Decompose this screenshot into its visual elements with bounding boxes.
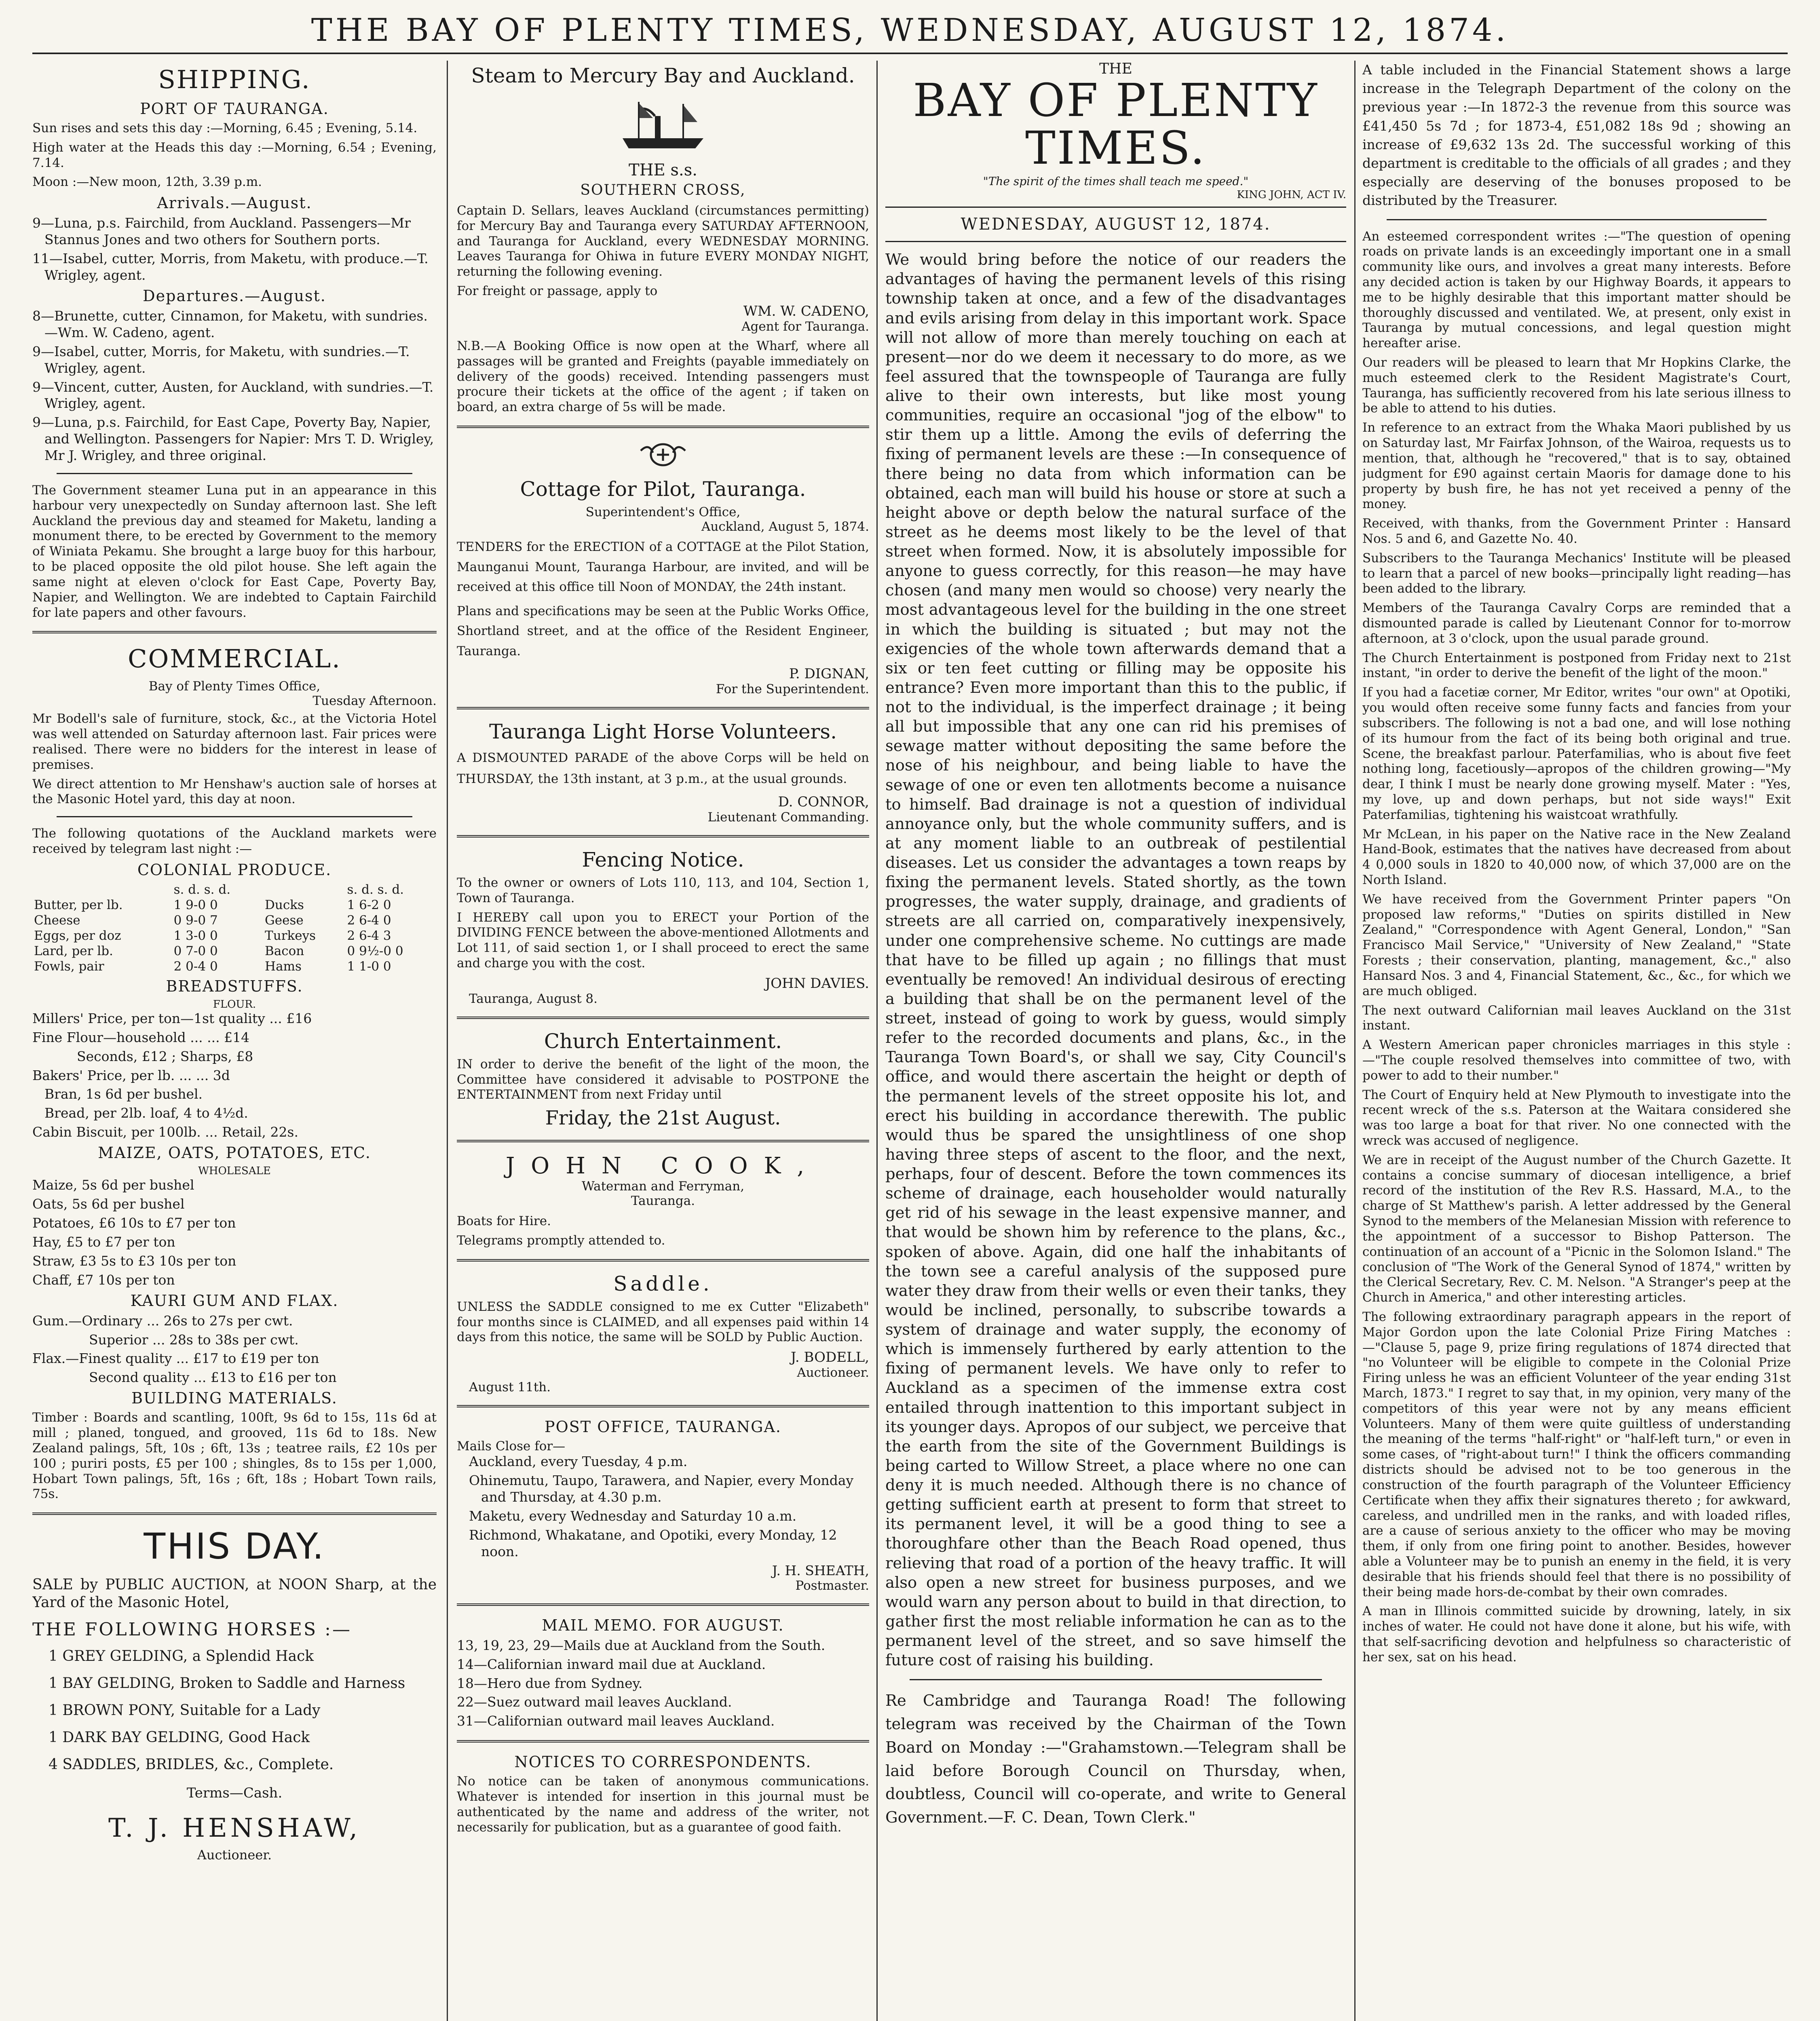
saddle-date: August 11th. (469, 1380, 551, 1395)
column-1 (32, 61, 437, 2021)
arrival-item: 11—Isabel, cutter, Morris, from Maketu, with produce.—T. Wrigley, agent. (32, 251, 429, 283)
table-cell: Butter, per lb. (34, 897, 123, 912)
commercial-office: Bay of Plenty Times Office, (148, 679, 321, 694)
shipping-moon: Moon :—New moon, 12th, 3.39 p.m. (32, 175, 262, 190)
steam-body: Captain D. Sellars, leaves Auckland (circumstances permitting) for Mercury Bay and Tauranga every SATURDAY AFTERNOON, and Tauranga for Auckland, every WEDNESDAY MORNING. Leaves Tauranga for Ohiwa in future EVERY MONDAY NIGHT, returning the following evening. (457, 203, 869, 279)
divider (910, 1679, 1322, 1680)
flour-line: Fine Flour—household ... ... £14 (32, 1029, 250, 1045)
cottage-name: P. DIGNAN, (789, 665, 869, 682)
kauri-line: Gum.—Ordinary ... 26s to 27s per cwt. (32, 1312, 293, 1329)
shipping-tide: High water at the Heads this day :—Morning, 6.54 ; Evening, 7.14. (32, 140, 437, 170)
auction-item: 4 SADDLES, BRIDLES, &c., Complete. (49, 1756, 334, 1773)
maize-line: Maize, 5s 6d per bushel (32, 1177, 194, 1193)
commercial-p2: We direct attention to Mr Henshaw's auction sale of horses at the Masonic Hotel yard, this day at noon. (32, 776, 437, 807)
departure-item: 9—Isabel, cutter, Morris, for Maketu, with sundries.—T. Wrigley, agent. (32, 343, 410, 376)
church-body: IN order to derive the benefit of the light of the moon, the Committee have considered it advisable to POSTPONE the ENTERTAINMENT from next Friday until (457, 1057, 869, 1102)
church-date: Friday, the 21st August. (545, 1107, 781, 1130)
kauri-line: Second quality ... £13 to £16 per ton (89, 1369, 337, 1386)
news-item: Our readers will be pleased to learn that Mr Hopkins Clarke, the much esteemed clerk to the Resident Magistrate's Court, Tauranga, has sufficiently recovered from his late serious illness to be able to attend to his duties. (1362, 355, 1791, 416)
table-row (32, 943, 437, 959)
divider (885, 241, 1346, 242)
wholesale-heading: WHOLESALE (198, 1165, 271, 1177)
port-heading: PORT OF TAURANGA. (140, 100, 329, 118)
lighthorse-name: D. CONNOR, (778, 793, 869, 810)
arrivals-heading: Arrivals.—August. (157, 194, 312, 212)
saddle-name: J. BODELL, (790, 1349, 869, 1366)
breadstuffs-heading: BREADSTUFFS. (166, 977, 303, 995)
lighthorse-role: Lieutenant Commanding. (707, 810, 869, 825)
cottage-body2: Plans and specifications may be seen at the Public Works Office, Shortland street, and at the office of the Resident Engineer, Tauranga. (457, 603, 869, 658)
masthead: THE BAY OF PLENTY TIMES, WEDNESDAY, AUGUST 12, 1874. (32, 8, 1788, 54)
table-cell: 1 6-2 0 (347, 897, 391, 912)
editorial-body: We would bring before the notice of our readers the advantages of having the permanent levels of this rising township taken at once, and a few of the disadvantages and evils arising from delay in this important work. Space will not allow of more than merely touching on each at present—nor do we deem it necessary to do more, as we feel assured that the townspeople of Tauranga are fully alive to their own interests, but like most young communities, require an occasional "jog of the elbow" to stir them up a little. Among the evils of deferring the fixing of permanent levels are these :—In consequence of there being no data from which information can be obtained, each man will build his house or store at such a height above or depth below the natural surface of the street as he deems most likely to be the level of that street when formed. Now, it is absolutely impossible for anyone to guess correctly, for this reason—he may have chosen (and many men would so choose) very nearly the most advantageous level for the building in the one street in which the building is situated ; but may not the exigencies of the whole town afterwards demand that a six or ten feet cutting or filling may be opposite his entrance? Even more important than this to the public, if not to the individual, is the imperfect drainage ; it being all but impossible that any one can rid his premises of sewage matter without depositing the same before the nose of his neighbour, and being liable to have the sewage of one or even ten allotments become a nuisance to himself. Bad drainage is not a question of individual annoyance only, but the whole community suffers, and is at any moment liable to an outbreak of pestilential diseases. Let us consider the advantages a town reaps by fixing the permanent levels. Stated shortly, as the town progresses, the water supply, drainage, and gradients of streets are all carried on, comparatively inexpensively, under one comprehensive scheme. No cuttings are made that have to be filled up again ; no fillings that must eventually be removed! An individual desirous of erecting a building that shall be on the permanent level of the street, instead of going to work by guess, would simply refer to the recorded documents and plans, &c., in the Tauranga Town Board's, or shall we say, City Council's office, and would there ascertain the height or depth of the permanent levels of the street opposite his lot, and erect his building in accordance therewith. The public would thus be spared the unsightliness of one shop having three steps of ascent to the floor, and the next, perhaps, four of descent. Before the town commences its scheme of drainage, each householder would naturally get rid of his sewage in the least expensive manner, and that would be shown him by reference to the plans, &c., spoken of above. Again, did one half the inhabitants of the town see a careful analysis of the supposed pure water they draw from their wells or even their tanks, they would be inclined, personally, to subscribe towards a system of drainage and water supply, the economy of which is immensely furthered by early attention to the fixing of permanent levels. We have only to refer to Auckland as a specimen of the immense extra cost entailed through inattention to this important subject in its younger days. Apropos of our subject, we perceive that the earth from the site of the Government Buildings is being carted to Willow Street, a place where no one can deny it is much needed. Although there is no chance of getting sufficient earth at present to form that street to its permanent level, it will be a good thing to see a thoroughfare other than the Beach Road opened, thus relieving that road of a portion of the heavy traffic. It will also open a new street for business purposes, and we would warn any person about to build in that direction, to gather first the most reliable information he can as to the permanent level of the street, and so save himself the future cost of raising his building. (885, 251, 1346, 1670)
auction-item: 1 DARK BAY GELDING, Good Hack (49, 1729, 310, 1746)
lighthorse-body: A DISMOUNTED PARADE of the above Corps will be held on THURSDAY, the 13th instant, at 3 p.m., at the usual grounds. (457, 750, 869, 787)
crest-icon (637, 439, 689, 471)
building-heading: BUILDING MATERIALS. (131, 1389, 338, 1407)
fencing-body: I HEREBY call upon you to ERECT your Portion of the DIVIDING FENCE between the above-mentioned Allotments and Lot 111, of said section 1, or I shall proceed to erect the same and charge you with the cost. (457, 910, 869, 970)
table-cell: Eggs, per doz (34, 928, 121, 943)
commercial-day: Tuesday Afternoon. (312, 694, 437, 709)
table-row (32, 928, 437, 943)
news-item: If you had a facetiæ corner, Mr Editor, writes "our own" at Opotiki, you would often receive some funny facts and fancies from your subscribers. The following is not a bad one, and will lose nothing of its humour from the fact of its being both original and true. Scene, the breakfast parlour. Paterfamilias, who is about five feet nothing long, facetiously—apropos of the children growing—"My dear, I think I must be nearly done growing myself. Mater : "Yes, my love, up and down perhaps, but not side ways!" Exit Paterfamilias, tightening his waistcoat wrathfully. (1362, 685, 1791, 822)
flour-line: Millers' Price, per ton—1st quality ... £16 (32, 1010, 312, 1026)
saddle-title: Saddle. (613, 1272, 713, 1295)
maize-line: Chaff, £7 10s per ton (32, 1272, 175, 1288)
column-rule (876, 61, 878, 2021)
cottage-body: TENDERS for the ERECTION of a COTTAGE at the Pilot Station, Maunganui Mount, Tauranga Harbour, are invited, and will be received at this office till Noon of MONDAY, the 24th instant. (457, 539, 869, 595)
news-item: A Western American paper chronicles marriages in this style :—"The couple resolved themselves into committee of two, with power to add to their number." (1362, 1038, 1791, 1083)
table-cell (263, 882, 345, 897)
table-cell: 2 6-4 3 (347, 928, 391, 943)
auction-item: 1 BROWN PONY, Suitable for a Lady (49, 1702, 321, 1719)
divider (457, 707, 869, 709)
departure-item: 8—Brunette, cutter, Cinnamon, for Maketu, with sundries.—Wm. W. Cadeno, agent. (32, 308, 428, 340)
table-cell: 1 9-0 0 (173, 897, 218, 912)
this-day-title: THIS DAY. (144, 1525, 325, 1567)
kauri-heading: KAURI GUM AND FLAX. (130, 1291, 339, 1310)
editorial-quote: "The spirit of the times shall teach me speed." (983, 175, 1249, 188)
post-name: J. H. SHEATH, (772, 1562, 869, 1578)
auction-item: 1 BAY GELDING, Broken to Saddle and Harness (49, 1675, 405, 1692)
auction-item: 1 GREY GELDING, a Splendid Hack (49, 1648, 314, 1664)
maize-line: Straw, £3 5s to £3 10s per ton (32, 1253, 236, 1269)
news-item: An esteemed correspondent writes :—"The question of opening roads on private lands is an exceedingly important one in a small community like ours, and involves a great many interests. Before any decided action is taken by our Highway Boards, it appears to me to be highly desirable that this important matter should be thoroughly discussed and ventilated. We, at present, only exist in Tauranga by mutual concessions, and legal question might hereafter arise. (1362, 229, 1791, 351)
news-item: A man in Illinois committed suicide by drowning, lately, in six inches of water. He could not have done it alone, but his wife, with that self-sacrificing devotion and helpfulness so characteristic of her sex, sat on his head. (1362, 1604, 1791, 1664)
auction-intro: SALE by PUBLIC AUCTION, at NOON Sharp, at the Yard of the Masonic Hotel, (32, 1576, 437, 1611)
divider (457, 1140, 869, 1142)
editorial-the: THE (1099, 61, 1132, 77)
post-sub: Mails Close for— (457, 1439, 566, 1454)
flour-heading: FLOUR. (213, 998, 256, 1010)
steam-ss: THE s.s. (629, 161, 697, 179)
news-item: In reference to an extract from the Whaka Maori published by us on Saturday last, Mr Fairfax Johnson, of the Wairoa, requests us to mention, that, although he "recovered," that is to say, obtained judgment for £90 against certain Maoris for damage done to his property by bush fire, he has not yet received a penny of the money. (1362, 420, 1791, 512)
news-item: We have received from the Government Printer papers "On proposed law reforms," "Duties on spirits distilled in New Zealand," "Correspondence with Agent General, London," "San Francisco Mail Service," "University of New Zealand," "State Forests ; their conservation, planting, management, &c.," also Hansard Nos. 3 and 4, Financial Statement, &c., &c., for which we are much obliged. (1362, 892, 1791, 998)
table-cell: Hams (265, 959, 302, 974)
cottage-date: Auckland, August 5, 1874. (701, 519, 869, 534)
flour-line: Bread, per 2lb. loaf, 4 to 4½d. (44, 1105, 248, 1121)
table-row (32, 882, 437, 897)
post-line: Richmond, Whakatane, and Opotiki, every Monday, 12 noon. (469, 1527, 837, 1559)
steam-ship-name: SOUTHERN CROSS, (580, 182, 746, 198)
divider (457, 1603, 869, 1606)
table-cell: 0 7-0 0 (173, 943, 218, 958)
divider (57, 473, 412, 474)
editorial-quote-source: KING JOHN, ACT IV. (1237, 189, 1346, 201)
commercial-title: COMMERCIAL. (128, 644, 341, 674)
post-title: POST OFFICE, TAURANGA. (545, 1418, 781, 1436)
cook-role: Waterman and Ferryman, (581, 1179, 745, 1194)
steam-title: Steam to Mercury Bay and Auckland. (471, 64, 855, 87)
mail-line: 14—Californian inward mail due at Auckland. (457, 1656, 766, 1672)
divider (32, 1513, 437, 1515)
cook-line: Boats for Hire. (457, 1214, 551, 1229)
building-body: Timber : Boards and scantling, 100ft, 9s 6d to 15s, 11s 6d at mill ; planed, tongued, and grooved, 11s 6d to 18s. New Zealand palings, 5ft, 10s ; 6ft, 13s ; teatree rails, £2 10s per 100 ; puriri posts, £5 per 100 ; shingles, 8s to 15s per 1,000, Hobart Town palings, 5ft, 16s ; 6ft, 18s ; Hobart Town rails, 75s. (32, 1410, 437, 1502)
departure-item: 9—Luna, p.s. Fairchild, for East Cape, Poverty Bay, Napier, and Wellington. Passengers for Napier: Mrs T. D. Wrigley, Mr J. Wrigley, and three original. (32, 414, 434, 464)
table-cell: Fowls, pair (34, 959, 104, 974)
table-cell: Lard, per lb. (34, 943, 113, 958)
table-row (32, 959, 437, 974)
post-line: Maketu, every Wednesday and Saturday 10 a.m. (469, 1508, 797, 1524)
fencing-date: Tauranga, August 8. (469, 991, 598, 1006)
news-item: Subscribers to the Tauranga Mechanics' Institute will be pleased to learn that a parcel of new books—principally light reading—has been added to the library. (1362, 551, 1791, 596)
editorial-date: WEDNESDAY, AUGUST 12, 1874. (961, 215, 1271, 234)
colonial-produce-heading: COLONIAL PRODUCE. (137, 861, 332, 879)
shipping-note: The Government steamer Luna put in an appearance in this harbour very unexpectedly on Sunday afternoon last. She left Auckland the previous day and steamed for Maketu, landing a monument there, to be erected by Government to the memory of Winiata Pekamu. She brought a large buoy for this harbour, to be placed opposite the old pilot house. She left again the same night at eleven o'clock for East Cape, Poverty Bay, Napier, and Wellington. We are indebted to Captain Fairchild for late papers and other favours. (32, 483, 437, 620)
column-3 (885, 61, 1346, 2021)
divider (1387, 219, 1767, 220)
maize-line: Potatoes, £6 10s to £7 per ton (32, 1215, 236, 1231)
divider (457, 1405, 869, 1407)
commercial-p1: Mr Bodell's sale of furniture, stock, &c., at the Victoria Hotel was well attended on Saturday afternoon last. Fair prices were realised. There were no bidders for the interest in lease of premises. (32, 711, 437, 772)
divider (457, 426, 869, 428)
table-cell: Ducks (265, 897, 304, 912)
steam-nb: N.B.—A Booking Office is now open at the Wharf, where all passages will be granted and Freights (payable immediately on delivery of the goods) received. Intending passengers must procure their tickets at the office of the agent ; if taken on board, an extra charge of 5s will be made. (457, 338, 869, 415)
post-role: Postmaster. (795, 1578, 869, 1593)
mail-line: 22—Suez outward mail leaves Auckland. (457, 1694, 732, 1710)
fencing-name: JOHN DAVIES. (765, 975, 869, 992)
table-cell: s. d. s. d. (347, 882, 404, 897)
cottage-office: Superintendent's Office, (585, 504, 741, 519)
maize-line: Hay, £5 to £7 per ton (32, 1234, 175, 1250)
editorial-telegram: Re Cambridge and Tauranga Road! The following telegram was received by the Chairman of the Town Board on Monday :—"Grahamstown.—Telegram shall be laid before Borough Council on Thursday, when, doubtless, Council will co-operate, and write to General Government.—F. C. Dean, Town Clerk." (885, 1692, 1346, 1827)
news-item: A table included in the Financial Statement shows a large increase in the Telegraph Department of the colony on the previous year :—In 1872-3 the revenue from this source was £41,450 5s 7d ; for 1873-4, £51,082 18s 9d ; showing an increase of £9,632 13s 2d. The successful working of this department is creditable to the officials of all grades ; and they especially are deserving of the bonuses proposed to be distributed by the Treasurer. (1362, 62, 1791, 209)
saddle-role: Auctioneer. (797, 1365, 869, 1380)
horses-heading: THE FOLLOWING HORSES :— (32, 1619, 352, 1640)
divider (457, 1259, 869, 1262)
fencing-intro: To the owner or owners of Lots 110, 113, and 104, Section 1, Town of Tauranga. (457, 875, 869, 905)
news-item: We are in receipt of the August number of the Church Gazette. It contains a concise summary of diocesan intelligence, a brief record of the institution of the Rev R.S. Hassard, M.A., to the charge of St Matthew's parish. A letter addressed by the General Synod to the members of the Melanesian Mission with reference to the appointment of a successor to Bishop Patterson. The continuation of an account of a "Picnic in the Solomon Island." The conclusion of "The Work of the General Synod of 1874," written by the Clerical Secretary, Rev. C. M. Nelson. "A Stranger's peep at the Church in America," and other interesting articles. (1362, 1152, 1791, 1305)
mail-line: 18—Hero due from Sydney. (457, 1675, 643, 1691)
departures-heading: Departures.—August. (143, 287, 326, 305)
auctioneer-role: Auctioneer. (197, 1847, 272, 1863)
mail-line: 13, 19, 23, 29—Mails due at Auckland from the South. (457, 1637, 826, 1653)
shipping-sun: Sun rises and sets this day :—Morning, 6.45 ; Evening, 5.14. (32, 121, 418, 135)
divider (32, 631, 437, 633)
departure-item: 9—Vincent, cutter, Austen, for Auckland, with sundries.—T. Wrigley, agent. (32, 379, 434, 411)
divider (457, 1740, 869, 1743)
flour-line: Seconds, £12 ; Sharps, £8 (77, 1048, 253, 1064)
fencing-title: Fencing Notice. (582, 848, 744, 871)
column-4 (1362, 61, 1791, 2021)
maize-heading: MAIZE, OATS, POTATOES, ETC. (98, 1144, 371, 1162)
table-cell: 0 9-0 7 (173, 913, 218, 928)
divider (457, 835, 869, 838)
column-rule (1354, 61, 1355, 2021)
steamship-icon (614, 94, 712, 154)
post-line: Auckland, every Tuesday, 4 p.m. (469, 1454, 688, 1470)
notices-body: No notice can be taken of anonymous communications. Whatever is intended for insertion in this journal must be authenticated by the name and address of the writer, not necessarily for publication, but as a guarantee of good faith. (457, 1774, 869, 1835)
mail-line: 31—Californian outward mail leaves Auckland. (457, 1713, 775, 1729)
news-item: Members of the Tauranga Cavalry Corps are reminded that a dismounted parade is called by Lieutenant Connor for to-morrow afternoon, at 3 o'clock, upon the usual parade ground. (1362, 601, 1791, 646)
steam-agent: WM. W. CADENO, (743, 303, 869, 319)
table-row (32, 897, 437, 913)
table-cell: 1 1-0 0 (347, 959, 391, 974)
news-item: Received, with thanks, from the Government Printer : Hansard Nos. 5 and 6, and Gazette No. 40. (1362, 516, 1791, 546)
table-cell: Cheese (34, 913, 80, 928)
table-cell: 2 0-4 0 (173, 959, 218, 974)
arrival-item: 9—Luna, p.s. Fairchild, from Auckland. Passengers—Mr Stannus Jones and two others for Southern ports. (32, 215, 411, 248)
auctioneer-name: T. J. HENSHAW, (108, 1813, 361, 1843)
divider (885, 207, 1346, 208)
table-cell (32, 882, 172, 897)
divider (57, 816, 412, 817)
column-2 (457, 61, 869, 2021)
table-row (32, 913, 437, 928)
steam-freight: For freight or passage, apply to (457, 284, 658, 299)
maize-line: Oats, 5s 6d per bushel (32, 1196, 185, 1212)
column-rule (447, 61, 448, 2021)
cottage-role: For the Superintendent. (716, 681, 869, 696)
news-item: The Court of Enquiry held at New Plymouth to investigate into the recent wreck of the s.s. Paterson at the Waitara considered she was too large a boat for that river. No one connected with the wreck was accused of negligence. (1362, 1087, 1791, 1148)
produce-table (32, 882, 437, 974)
news-item: The Church Entertainment is postponed from Friday next to 21st instant, "in order to derive the benefit of the light of the moon." (1362, 650, 1791, 681)
flour-line: Bran, 1s 6d per bushel. (44, 1086, 203, 1102)
kauri-line: Flax.—Finest quality ... £17 to £19 per ton (32, 1350, 319, 1367)
news-item: The next outward Californian mail leaves Auckland on the 31st instant. (1362, 1003, 1791, 1033)
divider (457, 1017, 869, 1019)
lighthorse-title: Tauranga Light Horse Volunteers. (489, 719, 837, 743)
table-cell: s. d. s. d. (173, 882, 231, 897)
mail-title: MAIL MEMO. FOR AUGUST. (542, 1616, 784, 1634)
table-cell: 2 6-4 0 (347, 913, 391, 928)
kauri-line: Superior ... 28s to 38s per cwt. (89, 1331, 299, 1348)
table-cell: 1 3-0 0 (173, 928, 218, 943)
news-item: Mr McLean, in his paper on the Native race in the New Zealand Hand-Book, estimates that the natives have decreased from about 4 0,000 souls in 1820 to 40,000 now, of which 37,000 are on the North Island. (1362, 827, 1791, 887)
cottage-title: Cottage for Pilot, Tauranga. (520, 477, 806, 501)
cook-line: Telegrams promptly attended to. (457, 1233, 665, 1248)
auction-terms: Terms—Cash. (186, 1785, 283, 1801)
steam-agent-role: Agent for Tauranga. (741, 319, 869, 334)
table-cell: 0 9½-0 0 (347, 943, 403, 958)
flour-line: Bakers' Price, per lb. ... ... 3d (32, 1067, 230, 1083)
church-title: Church Entertainment. (544, 1029, 782, 1053)
cook-name: JOHN COOK, (505, 1153, 821, 1179)
shipping-title: SHIPPING. (158, 65, 311, 94)
notices-title: NOTICES TO CORRESPONDENTS. (514, 1753, 812, 1771)
flour-line: Cabin Biscuit, per 100lb. ... Retail, 22s. (32, 1124, 298, 1140)
saddle-body: UNLESS the SADDLE consigned to me ex Cutter "Elizabeth" four months since is CLAIMED, and all expenses paid within 14 days from this notice, the same will be SOLD by Public Auction. (457, 1299, 869, 1345)
table-cell: Geese (265, 913, 304, 928)
commercial-p3: The following quotations of the Auckland markets were received by telegram last night :— (32, 826, 437, 856)
table-cell: Turkeys (265, 928, 316, 943)
table-cell: Bacon (265, 943, 304, 958)
news-item: The following extraordinary paragraph appears in the report of Major Gordon upon the late Colonial Prize Firing Matches :—"Clause 5, page 9, prize firing regulations of 1874 directed that "no Volunteer will be eligible to compete in the Colonial Prize Firing unless he was an efficient Volunteer of the year ending 31st March, 1873." I regret to say that, in my opinion, very many of the competitors of this year were not by any means efficient Volunteers. Many of them were quite guiltless of understanding the meaning of the terms "half-right" or "half-left turn," or even in some cases, of "right-about turn!" I think the officers commanding districts should be advised not to be too generous in the construction of the fourth paragraph of the Volunteer Efficiency Certificate when they affix their signatures thereto ; for awkward, careless, and undrilled men in the ranks, and with loaded rifles, are a cause of serious anxiety to the officer who may be moving them, if only from one firing point to another. Besides, however able a Volunteer may be to punish an enemy in the field, it is very desirable that his friends should feel that there is no possibility of their being made hors-de-combat by their own comrades. (1362, 1309, 1791, 1599)
cook-place: Tauranga. (631, 1194, 695, 1209)
post-line: Ohinemutu, Taupo, Tarawera, and Napier, every Monday and Thursday, at 4.30 p.m. (469, 1473, 854, 1505)
editorial-title: BAY OF PLENTY TIMES. (913, 74, 1319, 175)
